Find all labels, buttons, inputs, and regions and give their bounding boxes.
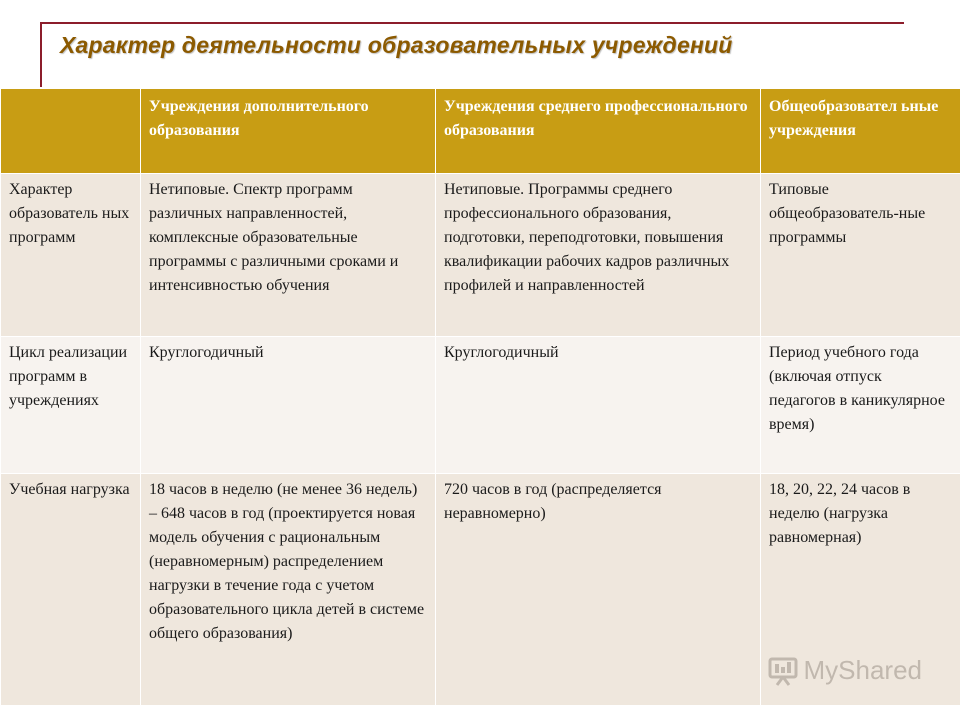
row-label-workload: Учебная нагрузка [1,474,141,706]
table-cell: 720 часов в год (распределяется неравномерно) [436,474,761,706]
header-vocational-education: Учреждения среднего профессионального образования [436,89,761,174]
presentation-icon [768,656,798,686]
header-corner [1,89,141,174]
watermark-text: MyShared [803,655,922,685]
row-label-program-type: Характер образователь ных программ [1,174,141,337]
table-row [1,337,960,474]
table-cell: Нетиповые. Спектр программ различных направленностей, комплексные образовательные программы с различными сроками и интенсивностью обучения [141,174,436,337]
table-cell: Типовые общеобразователь-ные программы [761,174,960,337]
table-cell: Круглогодичный [436,337,761,474]
table-cell: Период учебного года (включая отпуск педагогов в каникулярное время) [761,337,960,474]
comparison-table [0,88,960,706]
table-cell: 18 часов в неделю (не менее 36 недель) – 648 часов в год (проектируется новая модель обучения с рациональным (неравномерным) распределением нагрузки в течение года с учетом образовательного цикла детей в системе общего образования) [141,474,436,706]
table-row [1,174,960,337]
table-cell: Круглогодичный [141,337,436,474]
table-header-row [1,89,960,174]
slide-title: Характер деятельности образовательных учреждений [60,32,733,58]
watermark-logo [768,655,923,686]
row-label-cycle: Цикл реализации программ в учреждениях [1,337,141,474]
table-cell: 18, 20, 22, 24 часов в неделю (нагрузка равномерная) [761,474,960,706]
table-cell: Нетиповые. Программы среднего профессионального образования, подготовки, переподготовки, повышения квалификации рабочих кадров различных профилей и направленностей [436,174,761,337]
header-general-education: Общеобразовател ьные учреждения [761,89,960,174]
header-additional-education: Учреждения дополнительного образования [141,89,436,174]
